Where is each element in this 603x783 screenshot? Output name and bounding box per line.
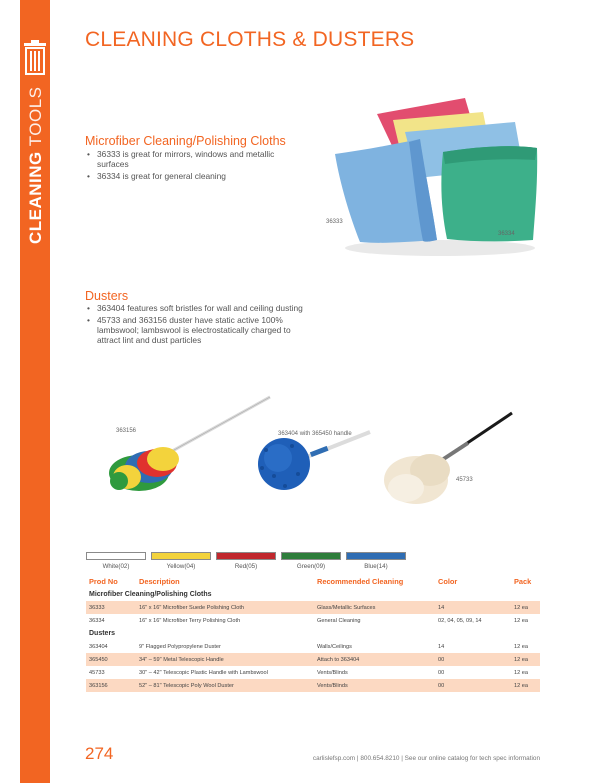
column-header: Color	[438, 576, 458, 586]
bullet-item: • 45733 and 363156 duster have static active 100% lambswool; lambswool is electrostatically charged to attract lint and dust particles	[97, 315, 312, 345]
swatch-label: Green(09)	[296, 563, 326, 570]
table-group-row	[86, 588, 540, 601]
swatch-red	[216, 552, 276, 560]
cell-color: 00	[438, 669, 445, 676]
cell-pack: 12 ea	[514, 669, 528, 676]
cell-prod-no: 363404	[89, 643, 108, 650]
cell-description: 16" x 16" Microfiber Suede Polishing Cloth	[136, 601, 314, 614]
product-spec-table	[86, 574, 540, 692]
cell-prod-no: 45733	[89, 669, 105, 676]
table-row	[86, 653, 540, 666]
cell-description: 34" – 59" Metal Telescopic Handle	[136, 653, 314, 666]
group-label: Microfiber Cleaning/Polishing Cloths	[89, 591, 212, 598]
column-header: Pack	[514, 576, 532, 586]
swatch-label: Yellow(04)	[166, 563, 196, 570]
table-row	[86, 640, 540, 653]
cloths-heading: Microfiber Cleaning/Polishing Cloths	[85, 134, 286, 148]
lambswool-duster-image	[380, 410, 520, 510]
cell-prod-no: 36333	[86, 601, 136, 614]
image-label: 363156	[116, 428, 137, 434]
column-header: Recommended Cleaning	[317, 576, 404, 586]
swatch-label: White(02)	[102, 563, 130, 570]
table-row	[86, 601, 540, 614]
trash-can-icon	[24, 40, 46, 74]
cell-pack: 12 ea	[511, 679, 540, 692]
cell-color: 02, 04, 05, 09, 14	[438, 617, 482, 624]
bullet-item: • 36334 is great for general cleaning	[97, 171, 287, 181]
image-label: 36333	[326, 219, 343, 225]
image-label: 45733	[456, 477, 473, 483]
table-row	[86, 614, 540, 627]
rainbow-duster-image	[105, 395, 275, 500]
image-label: 363404 with 365450 handle	[278, 431, 352, 437]
bullet-item: • 363404 features soft bristles for wall and ceiling dusting	[97, 303, 312, 313]
cell-cleaning: Attach to 363404	[314, 653, 435, 666]
sidebar-tab	[20, 0, 50, 783]
image-label: 36334	[498, 231, 515, 237]
cell-cleaning: Glass/Metallic Surfaces	[314, 601, 435, 614]
column-header: Description	[139, 576, 180, 586]
cell-prod-no: 365450	[86, 653, 136, 666]
cell-cleaning: Vents/Blinds	[317, 669, 348, 676]
table-group-row	[86, 627, 540, 640]
bullet-item: • 36333 is great for mirrors, windows and metallic surfaces	[97, 149, 287, 169]
sidebar-label: CLEANING TOOLS	[26, 86, 45, 244]
cell-pack: 12 ea	[511, 601, 540, 614]
page-title: CLEANING CLOTHS & DUSTERS	[85, 28, 415, 51]
column-header: Prod No	[89, 576, 118, 586]
cell-description: 16" x 16" Microfiber Terry Polishing Cloth	[139, 617, 241, 624]
swatch-label: Red(05)	[234, 563, 258, 570]
swatch-green	[281, 552, 341, 560]
swatch-yellow	[151, 552, 211, 560]
table-row	[86, 679, 540, 692]
cell-color: 00	[435, 679, 511, 692]
cell-cleaning: General Cleaning	[317, 617, 361, 624]
table-header-row	[86, 574, 540, 588]
cell-pack: 12 ea	[514, 643, 528, 650]
group-label: Dusters	[89, 630, 116, 637]
cell-pack: 12 ea	[514, 617, 528, 624]
cell-cleaning: Walls/Ceilings	[317, 643, 352, 650]
cell-description: 30" – 42" Telescopic Plastic Handle with Lambswool	[139, 669, 268, 676]
cloths-bullets	[86, 149, 287, 183]
cell-pack: 12 ea	[511, 653, 540, 666]
cell-color: 14	[438, 643, 445, 650]
footer-contact-info: carlislefsp.com | 800.654.8210 | See our online catalog for tech spec information	[312, 755, 540, 762]
cell-cleaning: Vents/Blinds	[314, 679, 435, 692]
swatch-blue	[346, 552, 406, 560]
cell-color: 14	[435, 601, 511, 614]
page-number: 274	[85, 744, 114, 763]
cell-description: 9" Flagged Polypropylene Duster	[139, 643, 221, 650]
cell-prod-no: 36334	[89, 617, 105, 624]
dusters-bullets	[86, 303, 312, 347]
cell-prod-no: 363156	[86, 679, 136, 692]
swatch-white	[86, 552, 146, 560]
cell-color: 00	[435, 653, 511, 666]
table-row	[86, 666, 540, 679]
swatch-label: Blue(14)	[364, 563, 388, 570]
cell-description: 52" – 81" Telescopic Poly Wool Duster	[136, 679, 314, 692]
dusters-heading: Dusters	[85, 289, 129, 303]
microfiber-cloths-image	[325, 92, 555, 262]
